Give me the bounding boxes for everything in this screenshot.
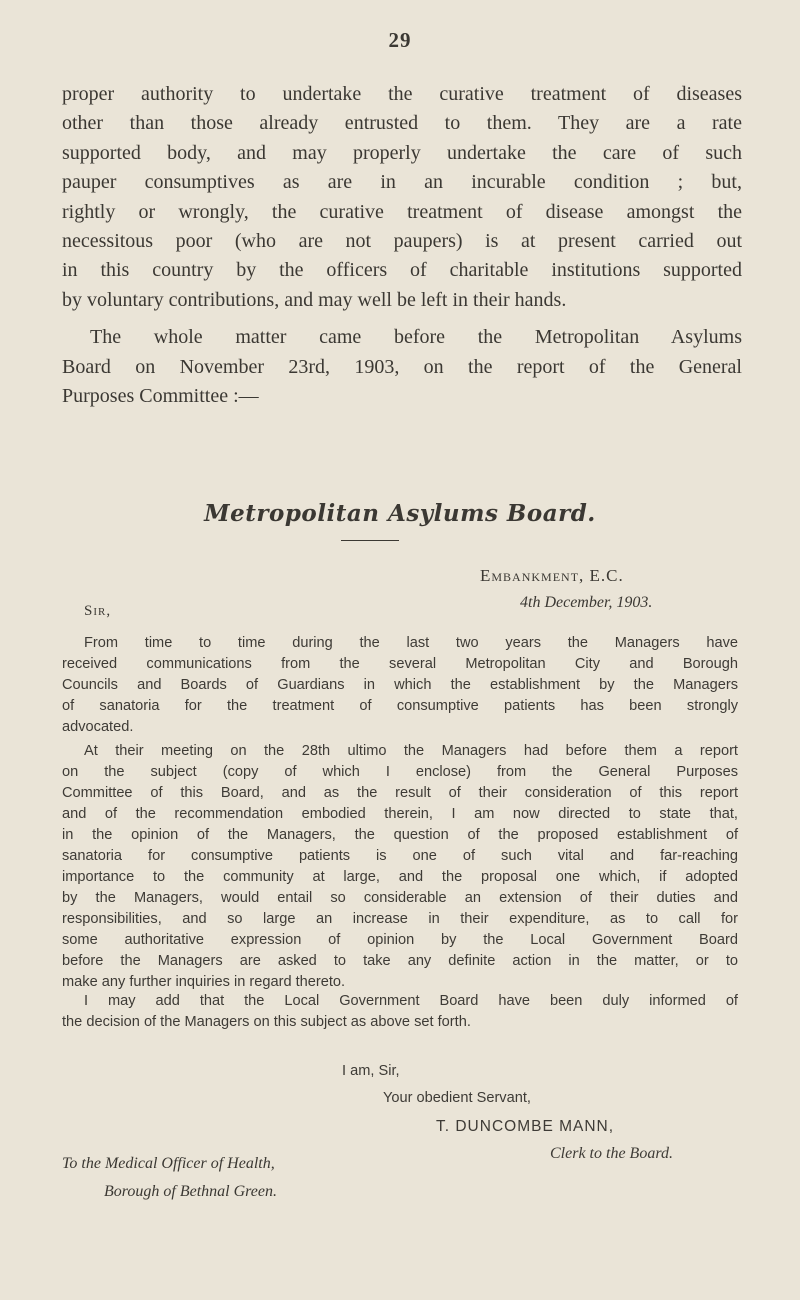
letter-address	[480, 566, 624, 586]
text-line: sanatoria for consumptive patients is one of such vital and far-reaching	[62, 848, 738, 864]
letter-date: 4th December, 1903.	[520, 594, 653, 611]
salutation: Sir,	[84, 603, 112, 619]
text-line: on the subject (copy of which I enclose) from the General Purposes	[62, 764, 738, 780]
text-line: other than those already entrusted to them. They are a rate	[62, 112, 742, 135]
text-line: Committee of this Board, and as the result of their consideration of this report	[62, 785, 738, 801]
text-line: by voluntary contributions, and may well be left in their hands.	[62, 288, 567, 311]
intro-paragraph-2	[62, 323, 742, 411]
text-line: supported body, and may properly undertake the care of such	[62, 141, 742, 164]
text-line: received communications from the several Metropolitan City and Borough	[62, 656, 738, 672]
letter-paragraph-3	[62, 991, 738, 1033]
text-line: importance to the community at large, and the proposal one which, if adopted	[62, 869, 738, 885]
address-text: Embankment, E.C.	[480, 566, 624, 585]
text-line: Board on November 23rd, 1903, on the report of the General	[62, 355, 742, 378]
text-line: I may add that the Local Government Board have been duly informed of	[84, 993, 738, 1009]
text-line: pauper consumptives as are in an incurable condition ; but,	[62, 171, 742, 194]
text-line: From time to time during the last two years the Managers have	[84, 635, 738, 651]
signatory-name: T. DUNCOMBE MANN,	[436, 1118, 615, 1135]
addressee-line-2: Borough of Bethnal Green.	[104, 1183, 278, 1200]
letter-paragraph-1	[62, 633, 738, 738]
addressee-line-1: To the Medical Officer of Health,	[62, 1155, 275, 1172]
letter-paragraph-2	[62, 741, 738, 993]
text-line: The whole matter came before the Metropolitan Asylums	[90, 326, 742, 349]
text-line: advocated.	[62, 719, 134, 735]
text-line: Purposes Committee :—	[62, 385, 259, 408]
divider	[341, 540, 399, 541]
signatory-role: Clerk to the Board.	[550, 1145, 673, 1162]
text-line: by the Managers, would entail so considerable an extension of their duties and	[62, 890, 738, 906]
text-line: proper authority to undertake the curative treatment of diseases	[62, 83, 742, 105]
text-line: in the opinion of the Managers, the question of the proposed establishment of	[62, 827, 738, 843]
text-line: and of the recommendation embodied therein, I am now directed to state that,	[62, 806, 738, 822]
text-line: responsibilities, and so large an increase in their expenditure, as to call for	[62, 911, 738, 927]
page-number: 29	[388, 28, 412, 52]
closing-servant: Your obedient Servant,	[383, 1090, 531, 1106]
intro-paragraph-1	[62, 80, 742, 315]
text-line: Councils and Boards of Guardians in which the establishment by the Managers	[62, 677, 738, 693]
letterhead-title: Metropolitan Asylums Board.	[204, 500, 596, 527]
intro-text	[62, 80, 742, 411]
text-line: necessitous poor (who are not paupers) is at present carried out	[62, 230, 742, 253]
text-line: in this country by the officers of charitable institutions supported	[62, 259, 742, 282]
text-line: before the Managers are asked to take any definite action in the matter, or to	[62, 953, 738, 969]
closing-line: I am, Sir,	[342, 1063, 400, 1079]
text-line: make any further inquiries in regard thereto.	[62, 974, 346, 990]
text-line: of sanatoria for the treatment of consumptive patients has been strongly	[62, 698, 738, 714]
text-line: the decision of the Managers on this subject as above set forth.	[62, 1014, 471, 1030]
text-line: some authoritative expression of opinion by the Local Government Board	[62, 932, 738, 948]
text-line: At their meeting on the 28th ultimo the Managers had before them a report	[84, 743, 738, 759]
text-line: rightly or wrongly, the curative treatment of disease amongst the	[62, 200, 742, 223]
